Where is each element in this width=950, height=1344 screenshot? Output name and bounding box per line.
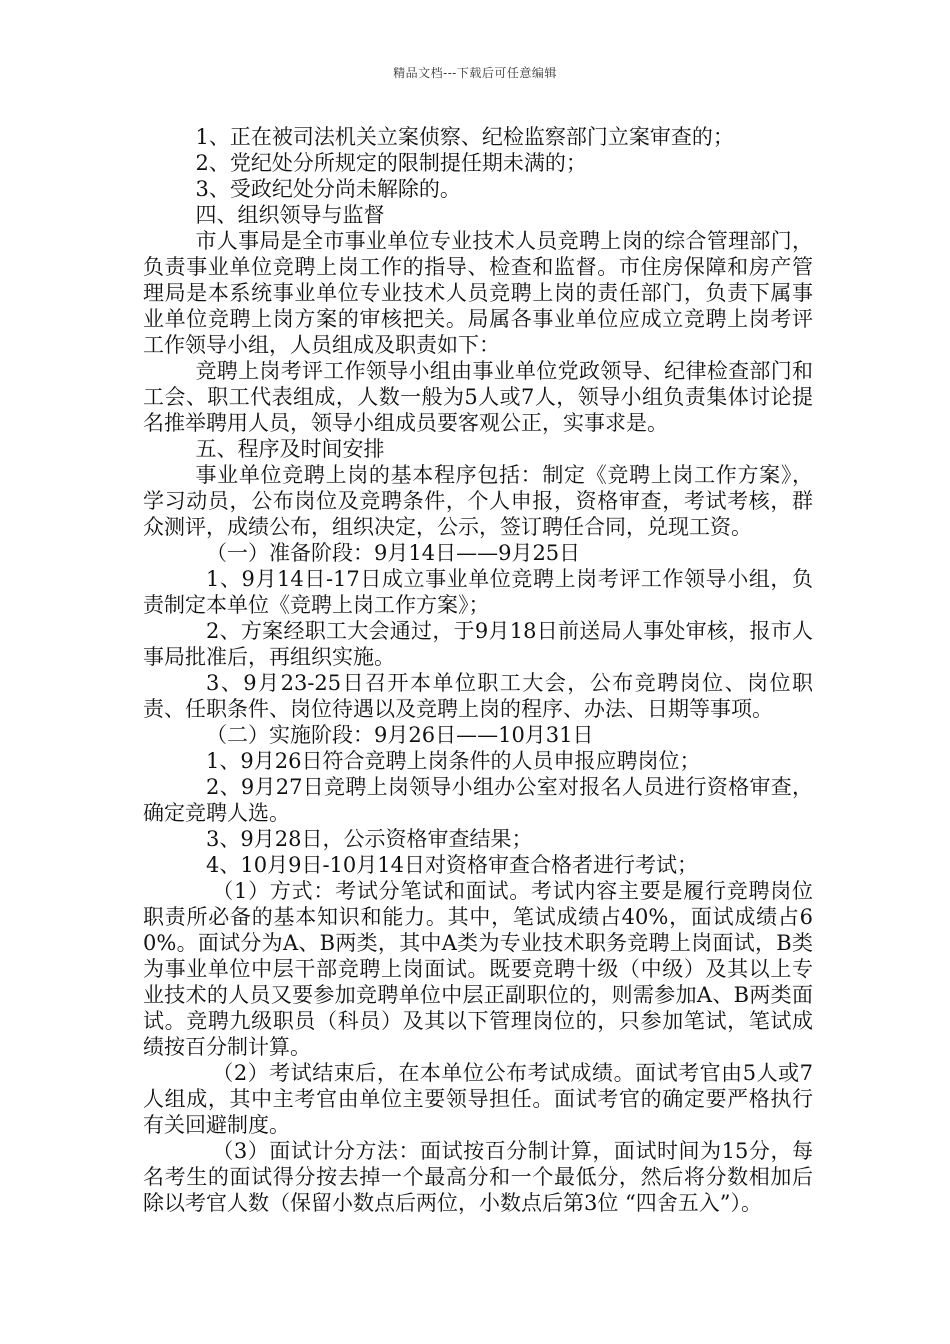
paragraph: 2、党纪处分所规定的限制提任期未满的； (195, 151, 587, 175)
paragraph: （3）面试计分方法：面试按百分制计算，面试时间为15分，每名考生的面试得分按去掉一个最高分和一个最低分，然后将分数相加后除以考官人数（保留小数点后两位，小数点后第3位 “四舍五入”）。 (143, 1139, 813, 1215)
paragraph: 2、方案经职工大会通过，于9月18日前送局人事处审核，报市人事局批准后，再组织实施。 (143, 619, 813, 669)
section-heading: 四、组织领导与监督 (195, 203, 385, 227)
paragraph: 3、9月28日，公示资格审查结果； (206, 827, 533, 851)
paragraph: 3、受政纪处分尚未解除的。 (195, 177, 461, 201)
paragraph: 1、9月14日-17日成立事业单位竞聘上岗考评工作领导小组，负责制定本单位《竞聘上岗工作方案》； (143, 567, 813, 617)
paragraph: （2）考试结束后，在本单位公布考试成绩。面试考官由5人或7人组成，其中主考官由单位主要领导担任。面试考官的确定要严格执行有关回避制度。 (143, 1061, 813, 1137)
paragraph: （1）方式：考试分笔试和面试。考试内容主要是履行竞聘岗位职责所必备的基本知识和能力。其中，笔试成绩占40%，面试成绩占60%。面试分为A、B两类，其中A类为专业技术职务竞聘上岗面试，B类为事业单位中层干部竞聘上岗面试。既要竞聘十级（中级）及其以上专业技术的人员又要参加竞聘单位中层正副职位的，则需参加A、B两类面试。竞聘九级职员（科员）及其以下管理岗位的，只参加笔试，笔试成绩按百分制计算。 (143, 879, 813, 1059)
document-body (143, 124, 813, 1216)
paragraph: 2、9月27日竞聘上岗领导小组办公室对报名人员进行资格审查，确定竞聘人选。 (143, 775, 813, 825)
paragraph: 市人事局是全市事业单位专业技术人员竞聘上岗的综合管理部门，负责事业单位竞聘上岗工作的指导、检查和监督。市住房保障和房产管理局是本系统事业单位专业技术人员竞聘上岗的责任部门，负责下属事业单位竞聘上岗方案的审核把关。局属各事业单位应成立竞聘上岗考评工作领导小组，人员组成及职责如下： (143, 229, 813, 357)
stage-heading: （一）准备阶段：9月14日——9月25日 (206, 541, 581, 565)
paragraph: 竞聘上岗考评工作领导小组由事业单位党政领导、纪律检查部门和工会、职工代表组成，人数一般为5人或7人，领导小组负责集体讨论提名推举聘用人员，领导小组成员要客观公正，实事求是。 (143, 359, 813, 435)
section-heading: 五、程序及时间安排 (195, 437, 385, 461)
stage-heading: （二）实施阶段：9月26日——10月31日 (206, 723, 594, 747)
paragraph: 4、10月9日-10月14日对资格审查合格者进行考试； (206, 853, 698, 877)
paragraph: 1、9月26日符合竞聘上岗条件的人员申报应聘岗位； (206, 749, 701, 773)
page-header: 精品文档---下载后可任意编辑 (393, 66, 557, 80)
paragraph: 3、9月23-25日召开本单位职工大会，公布竞聘岗位、岗位职责、任职条件、岗位待遇以及竞聘上岗的程序、办法、日期等事项。 (143, 671, 813, 721)
paragraph: 1、正在被司法机关立案侦察、纪检监察部门立案审查的； (195, 125, 734, 149)
paragraph: 事业单位竞聘上岗的基本程序包括：制定《竞聘上岗工作方案》，学习动员，公布岗位及竞聘条件，个人申报，资格审查，考试考核，群众测评，成绩公布，组织决定，公示，签订聘任合同，兑现工资。 (143, 463, 813, 539)
